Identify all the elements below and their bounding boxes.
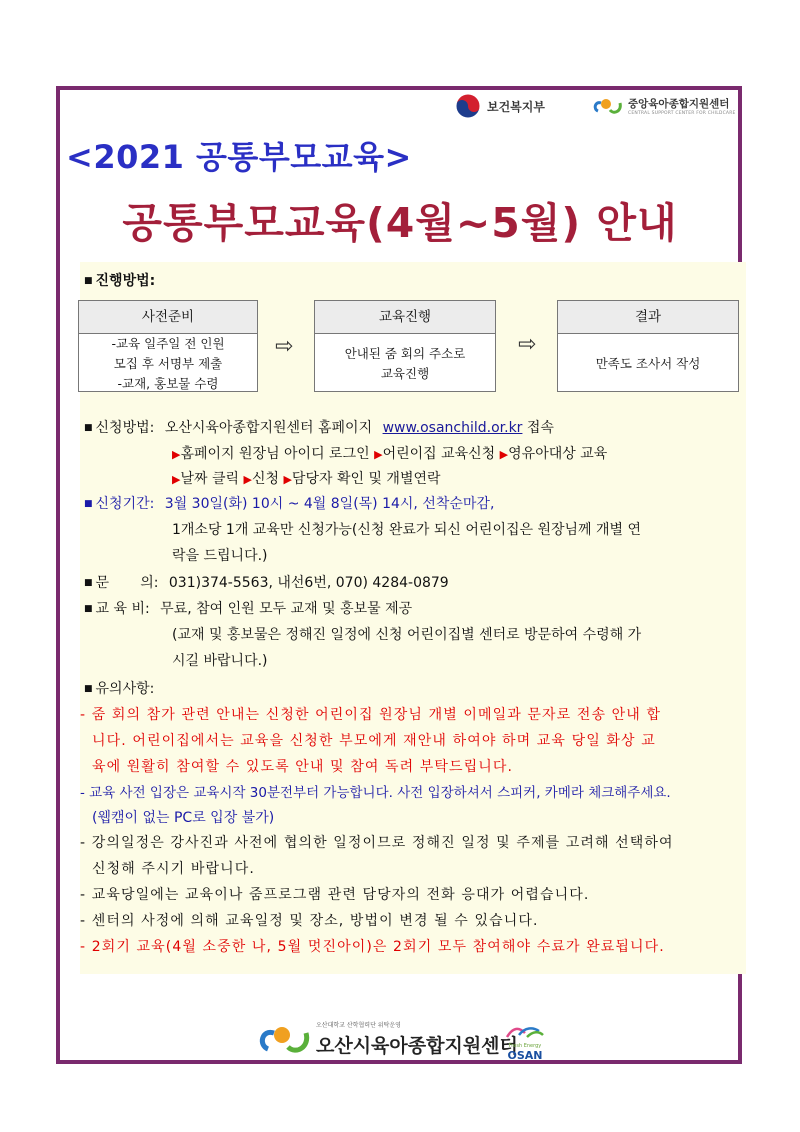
footer [0,1020,800,1060]
fee-text: 무료, 참여 인원 모두 교재 및 홍보물 제공 [160,601,413,617]
apply-line-1 [84,418,554,438]
step-line: 교육진행 [380,366,430,381]
osan-city-logo [505,1024,545,1062]
triangle-right-icon: ▶ [499,448,509,461]
fee-line-2: (교재 및 홍보물은 정해진 일정에 신청 어린이집별 센터로 방문하여 수령해 가 [172,627,642,643]
triangle-right-icon: ▶ [172,473,181,486]
bullet-square-icon: ■ [84,684,93,694]
period-label: 신청기간: [95,496,155,512]
step-line: 모집 후 서명부 제출 [113,356,223,371]
period-text: 3월 30일(화) 10시 ~ 4월 8일(목) 14시, 선착순마감, [164,496,495,512]
step-line: 만족도 조사서 작성 [595,356,701,371]
page-title: 공통부모교육(4월~5월) 안내 [122,199,678,247]
triangle-right-icon: ▶ [283,473,292,486]
note-4: - 교육당일에는 교육이나 줌프로그램 관련 담당자의 전화 응대가 어렵습니다. [80,887,590,903]
central-center-emblem-icon [592,95,624,117]
step-title: 교육진행 [315,301,495,334]
fee-line-3: 시길 바랍니다.) [172,653,268,669]
apply-label: 신청방법: [95,420,155,436]
note-6: - 2회기 교육(4월 소중한 나, 5월 멋진아이)은 2회기 모두 참여해야 수료가 완료됩니다. [80,939,665,955]
central-center-logo [592,92,736,120]
step-box-progress [314,300,496,392]
osan-center-logo [258,1020,518,1058]
inquiry-value: 031)374-5563, 내선6번, 070) 4284-0879 [168,575,449,591]
step-title: 사전준비 [79,301,257,334]
triangle-right-icon: ▶ [172,448,181,461]
bullet-square-icon: ■ [84,499,93,509]
ministry-logo [455,92,545,120]
note-1-line-2: 니다. 어린이집에서는 교육을 신청한 부모에게 재안내 하여야 하며 교육 당일 화상 교 [92,733,656,749]
inquiry-line [84,573,449,593]
subtitle: <2021 공통부모교육> [66,138,412,176]
ministry-name: 보건복지부 [487,99,545,114]
inquiry-label: 문 의: [95,575,159,591]
bullet-square-icon: ■ [84,276,93,286]
period-line-1 [84,494,494,514]
apply-text: 오산시육아종합지원센터 홈페이지 [164,420,373,436]
osan-wave-icon [505,1025,545,1039]
step-line: -교재, 홍보물 수령 [117,376,219,391]
fee-line-1 [84,599,412,619]
taeguk-icon [455,93,481,119]
fee-label: 교 육 비: [95,601,150,617]
apply-text-end: 접속 [526,420,554,436]
bullet-square-icon: ■ [84,423,93,433]
triangle-right-icon: ▶ [374,448,383,461]
operator-note: 오산대학교 산학협력단 위탁운영 [316,1022,401,1029]
osan-text: OSAN [507,1049,543,1062]
osan-center-name: 오산시육아종합지원센터 [316,1035,518,1057]
note-2-line-1: - 교육 사전 입장은 교육시작 30분전부터 가능합니다. 사전 입장하셔서 스피커, 카메라 체크해주세요. [80,785,671,801]
note-3-line-2: 신청해 주시기 바랍니다. [92,861,255,877]
step-title: 결과 [558,301,738,334]
bullet-square-icon: ■ [84,578,93,588]
fresh-energy-text: Fresh Energy [508,1043,542,1049]
note-1-line-1: - 줌 회의 참가 관련 안내는 신청한 어린이집 원장님 개별 이메일과 문자로 전송 안내 합 [80,707,662,723]
note-5: - 센터의 사정에 의해 교육일정 및 장소, 방법이 변경 될 수 있습니다. [80,913,539,929]
note-2-line-2: (웹캠이 없는 PC로 입장 불가) [92,810,275,826]
period-line-3: 락을 드립니다.) [172,548,268,564]
right-arrow-icon: ⇨ [518,332,537,357]
triangle-right-icon: ▶ [243,473,252,486]
notes-heading: ■ 유의사항: [84,681,155,697]
note-3-line-1: - 강의일정은 강사진과 사전에 협의한 일정이므로 정해진 일정 및 주제를 고려해 선택하여 [80,835,674,851]
header-logos [0,92,800,120]
apply-line-3: ▶날짜 클릭 ▶신청 ▶담당자 확인 및 개별연락 [172,471,441,487]
central-center-name: 중앙육아종합지원센터 [628,98,730,110]
step-box-prep [78,300,258,392]
process-heading: ■ 진행방법: [84,273,156,289]
right-arrow-icon: ⇨ [275,334,294,359]
step-line: -교육 일주일 전 인원 [111,336,225,351]
step-line: 안내된 줌 회의 주소로 [344,346,466,361]
homepage-link[interactable]: www.osanchild.or.kr [382,420,523,436]
bullet-square-icon: ■ [84,604,93,614]
period-line-2: 1개소당 1개 교육만 신청가능(신청 완료가 되신 어린이집은 원장님께 개별 연 [172,522,642,538]
note-1-line-3: 육에 원활히 참여할 수 있도록 안내 및 참여 독려 부탁드립니다. [92,759,514,775]
step-box-result [557,300,739,392]
central-center-name-en: CENTRAL SUPPORT CENTER FOR CHILDCARE [628,111,736,116]
apply-line-2: ▶홈페이지 원장님 아이디 로그인 ▶어린이집 교육신청 ▶영유아대상 교육 [172,446,608,462]
osan-center-emblem-icon [258,1021,310,1057]
